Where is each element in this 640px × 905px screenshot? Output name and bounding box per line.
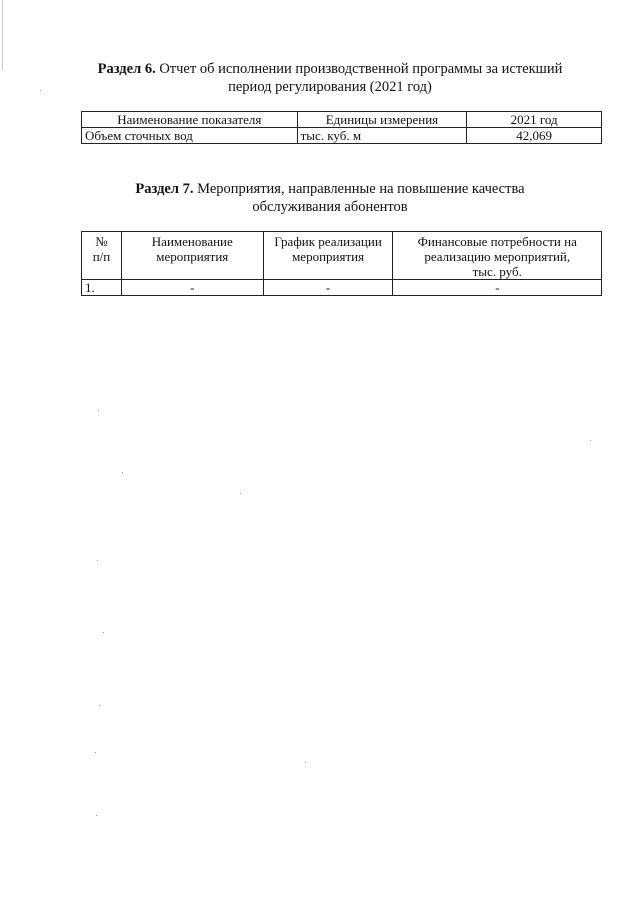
scan-speck: [305, 762, 306, 763]
cell-financial-needs: -: [393, 280, 602, 296]
table-row: [82, 280, 602, 296]
scan-speck: [103, 632, 104, 633]
header-measure-name-line2: мероприятия: [156, 249, 229, 264]
header-number: [82, 232, 122, 280]
section-7-label: Раздел 7.: [135, 181, 194, 197]
scan-speck: [98, 410, 99, 411]
header-number-line2: п/п: [92, 249, 111, 264]
scan-speck: [96, 815, 97, 816]
scan-speck: [122, 472, 123, 473]
cell-schedule: -: [263, 280, 393, 296]
header-schedule-line2: мероприятия: [292, 249, 365, 264]
header-measure-name-line1: Наименование: [151, 234, 233, 249]
header-number-line1: №: [95, 234, 108, 249]
header-schedule-line1: График реализации: [274, 234, 382, 249]
header-units: Единицы измерения: [297, 112, 467, 128]
header-financial-line1: Финансовые потребности на: [417, 234, 577, 249]
table-row: [82, 128, 602, 144]
scan-speck: [97, 560, 98, 561]
table-header-row: [82, 112, 602, 128]
scan-speck: [240, 493, 241, 494]
header-schedule: [263, 232, 393, 280]
scan-speck: [40, 90, 41, 91]
measures-table: [81, 231, 602, 296]
cell-value: 42,069: [467, 128, 602, 144]
section-6-title-line2: период регулирования (2021 год): [228, 79, 432, 95]
table-header-row: [82, 232, 602, 280]
scan-speck: [590, 440, 591, 441]
cell-measure-name: -: [121, 280, 263, 296]
section-6-title: Отчет об исполнении производственной программы за истекший: [155, 61, 563, 77]
header-financial-needs: [393, 232, 602, 280]
scan-speck: [99, 705, 100, 706]
header-financial-line3: тыс. руб.: [472, 264, 522, 279]
cell-indicator: Объем сточных вод: [82, 128, 298, 144]
cell-units: тыс. куб. м: [297, 128, 467, 144]
section-6-heading: [60, 60, 600, 96]
header-financial-line2: реализацию мероприятий,: [424, 249, 571, 264]
section-7-heading: [60, 180, 600, 216]
scan-edge-line: [2, 0, 3, 70]
cell-number: 1.: [82, 280, 122, 296]
header-indicator-name: Наименование показателя: [82, 112, 298, 128]
header-year: 2021 год: [467, 112, 602, 128]
section-7-title-line2: обслуживания абонентов: [252, 199, 408, 215]
section-6-label: Раздел 6.: [97, 61, 156, 77]
section-7-title: Мероприятия, направленные на повышение качества: [193, 181, 525, 197]
production-program-table: [81, 111, 602, 144]
header-measure-name: [121, 232, 263, 280]
scan-speck: [95, 752, 96, 753]
